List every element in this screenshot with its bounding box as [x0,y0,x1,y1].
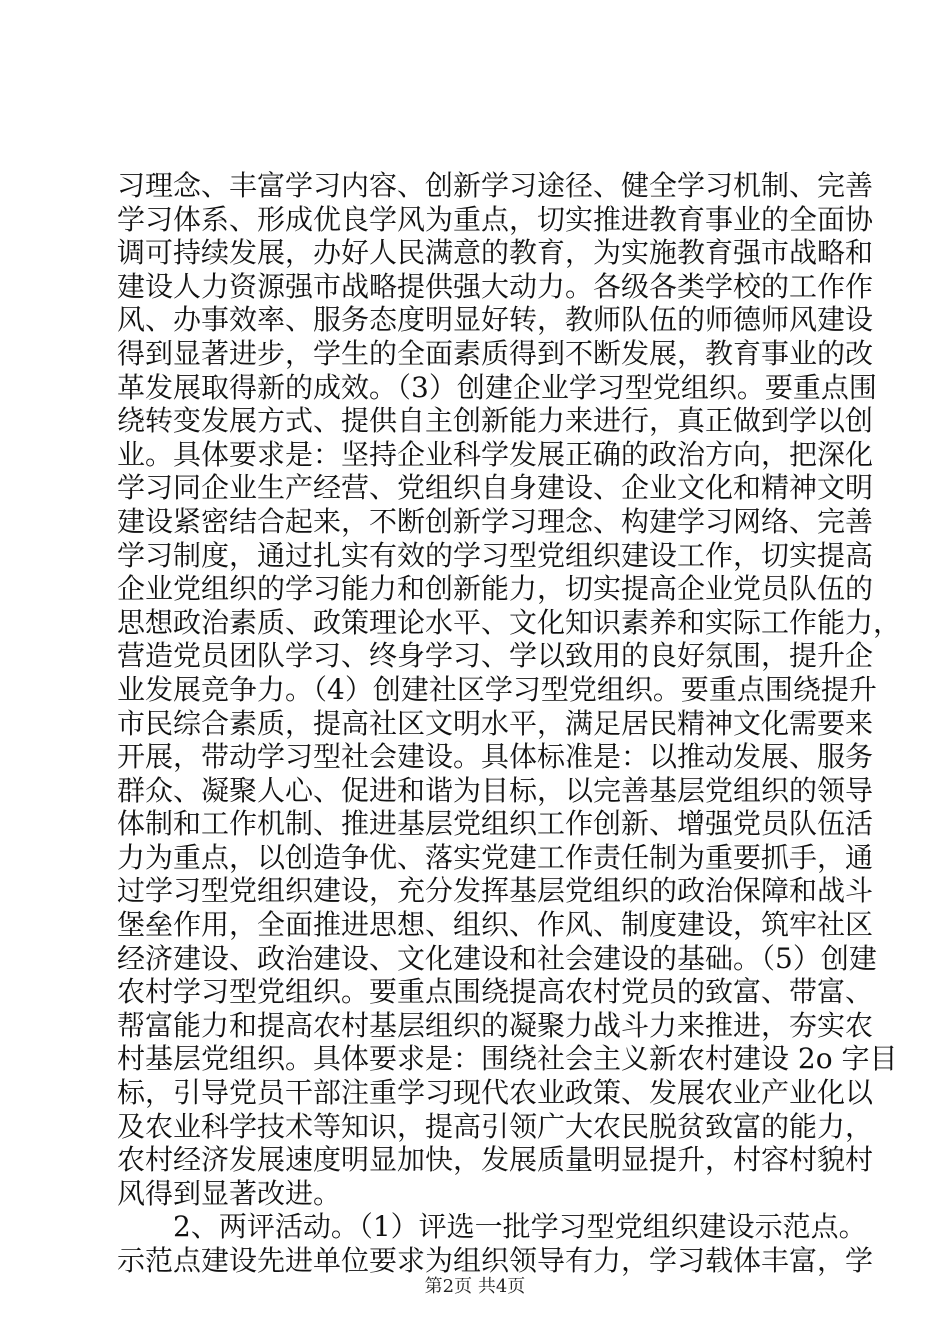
text-line: 习理念、丰富学习内容、创新学习途径、健全学习机制、完善 [117,169,874,202]
text-line: 风得到显著改进。 [117,1176,342,1210]
text-line: 及农业科学技术等知识，提高引领广大农民脱贫致富的能力， [117,1109,874,1143]
text-line: 体制和工作机制、推进基层党组织工作创新、增强党员队伍活 [117,807,874,841]
text-line: 村基层党组织。具体要求是：围绕社会主义新农村建设 2o 字目 [117,1042,898,1076]
document-body [117,169,902,1278]
text-line: 思想政治素质、政策理论水平、文化知识素养和实际工作能力， [117,605,902,639]
text-line: 标，引导党员干部注重学习现代农业政策、发展农业产业化以 [117,1076,874,1110]
text-line: 建设紧密结合起来，不断创新学习理念、构建学习网络、完善 [117,504,874,538]
text-line: 业发展竞争力。（4）创建社区学习型党组织。要重点围绕提升 [117,672,877,706]
text-line: 堡垒作用，全面推进思想、组织、作风、制度建设，筑牢社区 [117,908,874,942]
text-line: 学习体系、形成优良学风为重点，切实推进教育事业的全面协 [117,202,874,236]
text-line: 建设人力资源强市战略提供强大动力。各级各类学校的工作作 [117,269,874,303]
text-line: 学习同企业生产经营、党组织自身建设、企业文化和精神文明 [117,471,874,505]
text-line: 企业党组织的学习能力和创新能力，切实提高企业党员队伍的 [117,572,874,606]
text-line: 业。具体要求是：坚持企业科学发展正确的政治方向，把深化 [117,437,874,471]
paragraph-start-line: 2、两评活动。（1）评选一批学习型党组织建设示范点。 [173,1210,867,1244]
text-line: 过学习型党组织建设，充分发挥基层党组织的政治保障和战斗 [117,874,874,908]
text-line: 调可持续发展，办好人民满意的教育，为实施教育强市战略和 [117,236,874,270]
page-footer: 第2页 共4页 [424,1276,526,1297]
text-line: 示范点建设先进单位要求为组织领导有力，学习载体丰富，学 [117,1244,874,1277]
text-line: 群众、凝聚人心、促进和谐为目标，以完善基层党组织的领导 [117,773,874,807]
text-line: 经济建设、政治建设、文化建设和社会建设的基础。（5）创建 [117,941,877,975]
text-line: 力为重点，以创造争优、落实党建工作责任制为重要抓手，通 [117,840,874,874]
text-line: 革发展取得新的成效。（3）创建企业学习型党组织。要重点围 [117,370,877,404]
text-line: 农村经济发展速度明显加快，发展质量明显提升，村容村貌村 [117,1143,874,1177]
text-line: 开展，带动学习型社会建设。具体标准是：以推动发展、服务 [117,740,874,774]
text-line: 得到显著进步，学生的全面素质得到不断发展，教育事业的改 [117,336,874,370]
text-line: 风、办事效率、服务态度明显好转，教师队伍的师德师风建设 [117,303,874,337]
text-line: 学习制度，通过扎实有效的学习型党组织建设工作，切实提高 [117,538,874,572]
text-line: 帮富能力和提高农村基层组织的凝聚力战斗力来推进，夯实农 [117,1008,874,1042]
text-line: 营造党员团队学习、终身学习、学以致用的良好氛围，提升企 [117,639,874,673]
text-line: 绕转变发展方式、提供自主创新能力来进行，真正做到学以创 [117,404,874,438]
text-line: 市民综合素质，提高社区文明水平，满足居民精神文化需要来 [117,706,874,740]
text-line: 农村学习型党组织。要重点围绕提高农村党员的致富、带富、 [117,975,874,1009]
